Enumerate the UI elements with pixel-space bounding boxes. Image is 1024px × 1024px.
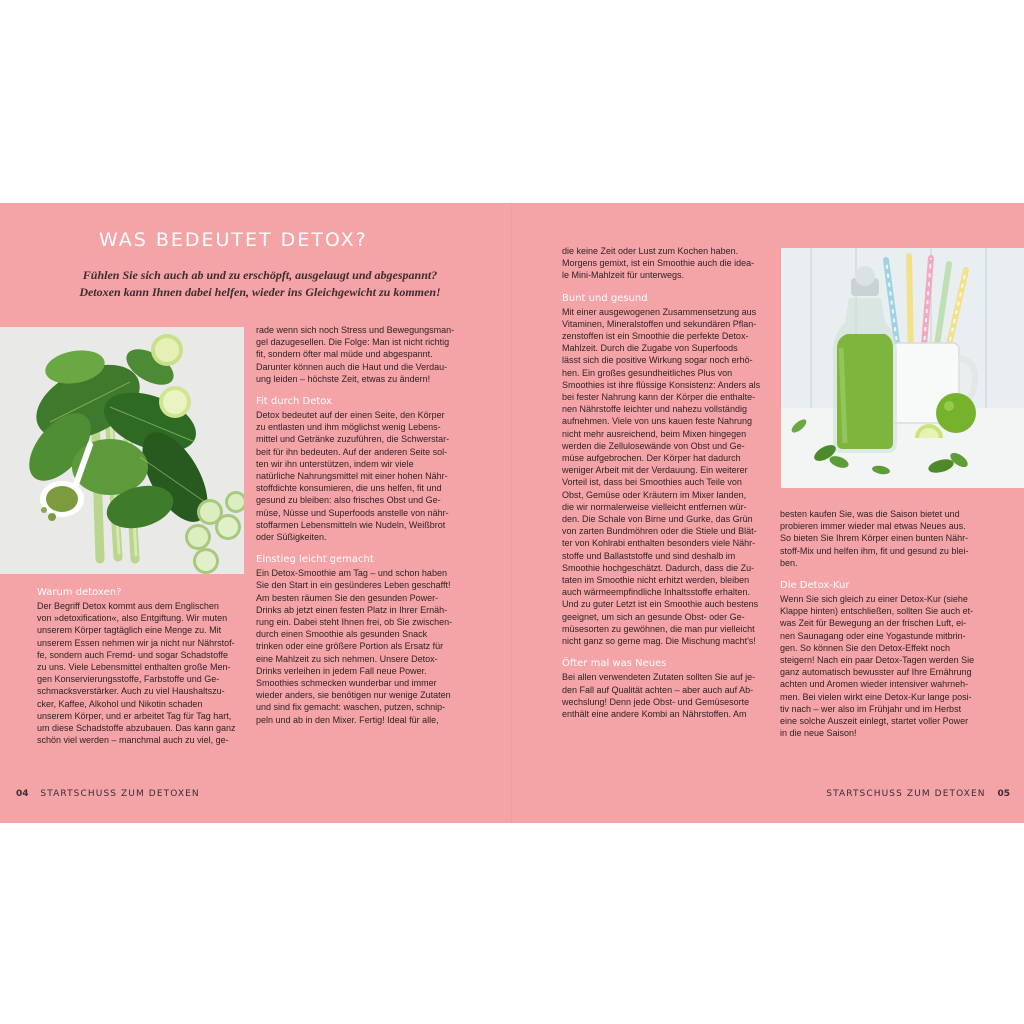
text-line: eine Mahlzeit zu sich nehmen. Unsere Detox- bbox=[256, 653, 438, 664]
page-number-left: 04 bbox=[16, 789, 29, 799]
text-line: steigern! Nach ein paar Detox-Tagen werden Sie bbox=[780, 655, 975, 666]
text-line: schmacksverstärker. Auch zu viel Haushaltszu- bbox=[37, 686, 225, 697]
text-line: gen Konservierungsstoffe, Farbstoffe und Ge- bbox=[37, 674, 220, 685]
smoothie-photo bbox=[781, 248, 1024, 488]
heading-die-detox-kur: Die Detox-Kur bbox=[780, 580, 850, 592]
text-line: taten im Smoothie nicht erhitzt werden, bleiben bbox=[562, 575, 750, 586]
text-line: hen. Ein großes gesundheitliches Plus von bbox=[562, 367, 733, 378]
text-line: stoff-Mix und helfen ihm, fit und gesund zu blei- bbox=[780, 545, 969, 556]
running-title-left: STARTSCHUSS ZUM DETOXEN bbox=[40, 789, 200, 799]
vegetables-photo bbox=[0, 327, 244, 574]
heading-fit-durch-detox: Fit durch Detox bbox=[256, 396, 332, 408]
text-line: müse aufgebrochen. Der Körper hat dadurch bbox=[562, 453, 741, 464]
text-line: Detox bedeutet auf der einen Seite, den Körper bbox=[256, 410, 445, 421]
text-line: Und zu guter Letzt ist ein Smoothie auch bestens bbox=[562, 599, 759, 610]
column-2 bbox=[256, 324, 468, 726]
book-gutter bbox=[511, 203, 513, 823]
text-line: und sind fix gemacht: waschen, putzen, schnip- bbox=[256, 702, 446, 713]
text-line: le Mini-Mahlzeit für unterwegs. bbox=[562, 270, 685, 281]
text-line: stoffarmen Lebensmitteln wie Nudeln, Weißbrot bbox=[256, 519, 446, 530]
text-line: stoffdichte konsumieren, die uns helfen, fit und bbox=[256, 483, 442, 494]
text-line: enthält eine andere Kombi an Nährstoffen. Am bbox=[562, 708, 747, 719]
text-line: bei fester Nahrung kann der Körper die enthalte- bbox=[562, 392, 756, 403]
text-line: Klappe hinten) entschließen, sollten Sie auch et- bbox=[780, 606, 974, 617]
text-line: rade wenn sich noch Stress und Bewegungsman- bbox=[256, 325, 455, 335]
text-line: den Fall auf Qualität achten – aber auch auf Ab- bbox=[562, 684, 754, 695]
text-line: geeignet, um sich an gesunde Obst- oder Ge- bbox=[562, 611, 745, 622]
text-line: eine solche Auszeit einlegt, startet voller Power bbox=[780, 716, 969, 727]
text-line: wieder anders, sie benötigen nur wenige Zutaten bbox=[256, 690, 451, 701]
text-line: Vorteil ist, dass bei Smoothies auch Teile von bbox=[562, 477, 742, 488]
heading-bunt-und-gesund: Bunt und gesund bbox=[562, 292, 648, 304]
text-line: Am besten räumen Sie den gesunden Power- bbox=[256, 592, 439, 603]
column-3 bbox=[562, 245, 774, 720]
text-line: Bei allen verwendeten Zutaten sollten Sie auf je- bbox=[562, 672, 756, 683]
text-line: unserem Essen nehmen wir ja nicht nur Nährstof- bbox=[37, 637, 235, 648]
smoothie-illustration bbox=[781, 248, 1024, 488]
text-line: die wir normalerweise vielleicht entfernen wür- bbox=[562, 501, 747, 512]
text-line: werden die Zellulosewände von Obst und Ge- bbox=[562, 440, 745, 451]
text-line: beit für ihn bedeuten. Auf der anderen Seite sol- bbox=[256, 446, 448, 457]
text-line: von zarten Bundmöhren oder die Stiele und Blät- bbox=[562, 526, 757, 537]
text-line: von »detoxification«, also Entgiftung. Wir muten bbox=[37, 613, 228, 624]
text-line: die keine Zeit oder Lust zum Kochen haben. bbox=[562, 246, 739, 256]
text-line: gen. So können Sie den Detox-Effekt noch bbox=[780, 642, 950, 653]
footer-left bbox=[16, 789, 200, 799]
text-line: durch einen Smoothie als gesunden Snack bbox=[256, 629, 428, 640]
text-line: achten und Aromen wieder intensiver wahrneh- bbox=[780, 679, 969, 690]
text-line: zu entlasten und ihm möglichst wenig Lebens- bbox=[256, 422, 441, 433]
text-line: weniger Arbeit mit der Verdauung. Ein weiterer bbox=[562, 465, 748, 476]
text-line: fit, sondern öfter mal müde und abgespannt. bbox=[256, 349, 433, 360]
text-line: lässt sich die positive Wirkung sogar noch erhö- bbox=[562, 355, 753, 366]
text-line: müse, Nüsse und Superfoods anstelle von nähr- bbox=[256, 507, 449, 518]
text-line: Smoothies schmecken wunderbar und immer bbox=[256, 678, 437, 689]
text-line: müsesorten zu gewöhnen, die man pur vielleicht bbox=[562, 623, 755, 634]
text-line: zenstoffen ist ein Smoothie die perfekte Detox- bbox=[562, 331, 749, 342]
text-line: fe, sondern auch Fremd- und sogar Schadstoffe bbox=[37, 649, 228, 660]
text-line: nicht ganz so gerne mag. Die Mischung macht's! bbox=[562, 636, 756, 647]
page-title: WAS BEDEUTET DETOX? bbox=[99, 229, 368, 251]
text-line: Drinks ab jetzt einen festen Platz in Ihrer Ernäh- bbox=[256, 604, 448, 615]
text-line: Drinks verleihen in jedem Fall neue Power. bbox=[256, 665, 427, 676]
text-line: Vitaminen, Mineralstoffen und sekundären Pflan- bbox=[562, 318, 757, 329]
vegetables-illustration bbox=[0, 327, 244, 574]
text-line: unserem Körper tagtäglich eine Menge zu. Mit bbox=[37, 625, 222, 636]
text-line: natürliche Nahrungsmittel mit einer hohen Nähr- bbox=[256, 471, 448, 482]
column-4 bbox=[780, 508, 990, 739]
text-line: ter von Kohlrabi enthalten besonders viele Nähr- bbox=[562, 538, 756, 549]
text-line: cker, Kaffee, Alkohol und Nikotin schaden bbox=[37, 698, 203, 709]
text-line: schön viel werden – manchmal auch zu viel, ge- bbox=[37, 735, 229, 746]
text-line: rung ein. Dabei steht Ihnen frei, ob Sie zwischen- bbox=[256, 617, 453, 628]
column-1 bbox=[37, 586, 247, 746]
running-title-right: STARTSCHUSS ZUM DETOXEN bbox=[826, 789, 986, 799]
text-line: ganz automatisch bewusster auf Ihre Ernährung bbox=[780, 667, 972, 678]
heading-oefter-mal-was-neues: Öfter mal was Neues bbox=[562, 658, 667, 670]
intro-line: Detoxen kann Ihnen dabei helfen, wieder ins Gleichgewicht zu kommen! bbox=[79, 285, 441, 299]
text-line: men. Bei vielen wirkt eine Detox-Kur lange posi- bbox=[780, 691, 972, 702]
text-line: mittel und Getränke zuzuführen, die Schwerstar- bbox=[256, 434, 450, 445]
text-line: probieren immer wieder mal etwas Neues aus. bbox=[780, 521, 966, 532]
text-line: Smoothie hochgeschätzt. Dadurch, dass die Zu- bbox=[562, 562, 755, 573]
text-line: Der Begriff Detox kommt aus dem Englischen bbox=[37, 601, 219, 611]
text-line: So bieten Sie Ihrem Körper einen bunten Nähr- bbox=[780, 533, 969, 544]
text-line: Sie den Start in ein gesünderes Leben geschafft! bbox=[256, 580, 451, 591]
text-line: nen Saunagang oder eine Yogastunde mitbrin- bbox=[780, 630, 966, 641]
text-line: Mahlzeit. Durch die Zugabe von Superfoods bbox=[562, 343, 738, 354]
book-spread bbox=[0, 203, 1024, 823]
page-number-right: 05 bbox=[997, 789, 1010, 799]
text-line: oder Süßigkeiten. bbox=[256, 532, 327, 543]
text-line: besten kaufen Sie, was die Saison bietet und bbox=[780, 509, 960, 519]
text-line: stoffe und Ballaststoffe und sind deshalb im bbox=[562, 550, 736, 561]
text-line: tiv nach – wer also im Frühjahr und im Herbst bbox=[780, 703, 962, 714]
text-line: peln und ab in den Mixer. Fertig! Ideal für alle, bbox=[256, 714, 439, 725]
text-line: gesund zu bleiben: also frisches Obst und Ge- bbox=[256, 495, 441, 506]
text-line: Obst, Gemüse oder Kräutern im Mixer landen, bbox=[562, 489, 747, 500]
text-line: in die neue Saison! bbox=[780, 728, 857, 739]
text-line: um diese Schadstoffe abzubauen. Das kann ganz bbox=[37, 723, 236, 734]
footer-right bbox=[826, 789, 1010, 799]
heading-warum-detoxen: Warum detoxen? bbox=[37, 587, 122, 598]
text-line: auch wärmeempfindliche Inhaltsstoffe erhalten. bbox=[562, 587, 750, 598]
text-line: den. Die Schale von Birne und Gurke, das Grün bbox=[562, 514, 753, 525]
text-line: nen Nährstoffe leichter und nahezu vollständig bbox=[562, 404, 747, 415]
text-line: aufnehmen. Viele von uns kauen feste Nahrung bbox=[562, 416, 752, 427]
text-line: trinken oder eine größere Portion als Ersatz für bbox=[256, 641, 444, 652]
intro-line: Fühlen Sie sich auch ab und zu erschöpft, ausgelaugt und abgespannt? bbox=[82, 268, 438, 282]
text-line: ung leiden – höchste Zeit, etwas zu ändern! bbox=[256, 373, 431, 384]
text-line: Ein Detox-Smoothie am Tag – und schon haben bbox=[256, 568, 447, 579]
text-line: ben. bbox=[780, 557, 798, 568]
intro-lead bbox=[50, 267, 470, 301]
text-line: Darunter können auch die Haut und die Verdau- bbox=[256, 361, 448, 372]
text-line: was Zeit für Bewegung an der frischen Luft, ei- bbox=[780, 618, 967, 629]
text-line: Mit einer ausgewogenen Zusammensetzung aus bbox=[562, 306, 757, 317]
text-line: zu uns. Viele Lebensmittel enthalten große Men- bbox=[37, 662, 231, 673]
text-line: Morgens gemixt, ist ein Smoothie auch die idea- bbox=[562, 258, 755, 269]
text-line: unserem Körper, und er arbeitet Tag für Tag hart, bbox=[37, 710, 232, 721]
text-line: Smoothies ist ihre flüssige Konsistenz: Anders als bbox=[562, 379, 761, 390]
text-line: Wenn Sie sich gleich zu einer Detox-Kur (siehe bbox=[780, 594, 968, 605]
text-line: gel dazugesellen. Die Folge: Man ist nicht richtig bbox=[256, 337, 450, 348]
text-line: ten wir ihn unterstützen, indem wir viele bbox=[256, 458, 414, 469]
heading-einstieg: Einstieg leicht gemacht bbox=[256, 554, 374, 566]
text-line: nicht mehr ausreichend, beim Mixen hingegen bbox=[562, 428, 747, 439]
text-line: wechslung! Denn jede Obst- und Gemüsesorte bbox=[562, 696, 750, 707]
